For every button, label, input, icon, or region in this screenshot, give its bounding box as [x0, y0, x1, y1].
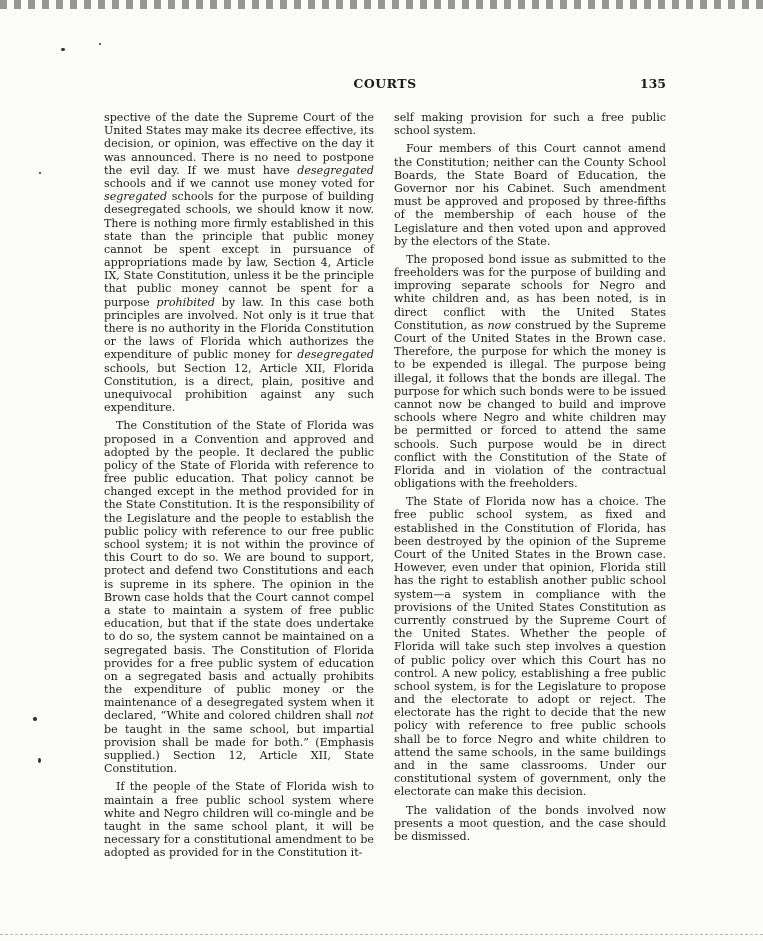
paragraph	[394, 253, 666, 490]
page-number: 135	[639, 76, 666, 91]
paragraph	[104, 419, 374, 775]
emphasized-text: now	[487, 318, 511, 332]
running-head-title: COURTS	[353, 76, 417, 91]
page-bottom-edge	[0, 934, 763, 938]
emphasized-text: segregated	[104, 190, 168, 204]
text-run: The State of Florida now has a choice. The free public school system, as fixed and established in the Constitution of Florida, has been destroyed by the opinion of the Supreme Court of the United States in the Brown case. However, even under that opinion, Florida still has the right to establish another public school system—a system in compliance with the provisions of the United States Constitution as currently construed by the Supreme Court of the United States. Whether the people of Florida will take such step involves a question of public policy over which this Court has no control. A new policy, establishing a free public school system, is for the Legislature to propose and the electorate to adopt or reject. The electorate has the right to decide that the new policy with reference to free public schools shall be to force Negro and white children to attend the same schools, in the same buildings and in the same classrooms. Under our constitutional system of government, only the electorate can make this decision.	[394, 495, 666, 799]
paragraph	[394, 804, 666, 844]
text-run: spective of the date the Supreme Court of the United States may make its decree effective, its decision, or opinion, was effective on the day it was announced. There is no need to postpone the evil day. If we must have	[104, 111, 374, 177]
text-run: by law. In this case both principles are involved. Not only is it true that there is no authority in the Florida Constitution or the laws of Florida which authorizes the expenditure of public money for	[104, 295, 374, 362]
emphasized-text: not	[355, 709, 374, 723]
text-run: The Constitution of the State of Florida was proposed in a Convention and approved and adopted by the people. It declared the public policy of the State of Florida with reference to free public education. That policy cannot be changed except in the method provided for in the State Constitution. It is the responsibility of the Legislature and the people to establish the public policy with reference to our free public school system; it is not within the province of this Court to do so. We are bound to support, protect and defend two Constitutions and each is supreme in its sphere. The opinion in the Brown case holds that the Court cannot compel a state to maintain a system of free public education, but that if the state does undertake to do so, the system cannot be maintained on a segregated basis. The Constitution of Florida provides for a free public system of education on a segregated basis and actually prohibits the expenditure of public money or the maintenance of a desegregated system when it declared, “White and colored children shall	[104, 419, 374, 723]
text-run: schools and if we cannot use money voted for	[104, 176, 374, 190]
text-run: self making provision for such a free public school system.	[394, 111, 666, 138]
emphasized-text: desegregated	[297, 348, 374, 362]
paragraph	[394, 495, 666, 798]
text-run: construed by the Supreme Court of the United States in the Brown case. Therefore, the purpose for which the money is to be expended is illegal. The purpose being illegal, it follows that the bonds are illegal. The purpose for which such bonds were to be issued cannot now be changed to build and improve schools where Negro and white children may be permitted or forced to attend the same schools. Such purpose would be in direct conflict with the Constitution of the State of Florida and in violation of the contractual obligations with the freeholders.	[394, 318, 666, 491]
text-run: schools, but Section 12, Article XII, Florida Constitution, is a direct, plain, positive and unequivocal prohibition against any such expenditure.	[104, 361, 374, 415]
paragraph	[104, 111, 374, 414]
text-run: Four members of this Court cannot amend the Constitution; neither can the County School Boards, the State Board of Education, the Governor nor his Cabinet. Such amendment must be approved and proposed by three-fifths of the membership of each house of the Legislature and then voted upon and approved by the electors of the State.	[394, 142, 666, 248]
text-run: The proposed bond issue as submitted to the freeholders was for the purpose of building and improving separate schools for Negro and white children and, as has been noted, is in direct conflict with the United States Constitution, as	[394, 252, 666, 332]
text-run: If the people of the State of Florida wish to maintain a free public school system where white and Negro children will co-mingle and be taught in the same school plant, it will be necessary for a constitutional amendment to be adopted as provided for in the Constitution it-	[104, 780, 374, 860]
text-run: The validation of the bonds involved now presents a moot question, and the case should be dismissed.	[394, 803, 666, 843]
right-text-column	[394, 111, 666, 848]
text-run: be taught in the same school, but impartial provision shall be made for both.” (Emphasis supplied.) Section 12, Article XII, State Constitution.	[104, 722, 374, 776]
text-run: schools for the purpose of building desegregated schools, we should know it now. There is nothing more firmly established in this state than the principle that public money cannot be spent except in pursuance of appropriations made by law, Section 4, Article IX, State Constitution, unless it be the principle that public money cannot be spent for a purpose	[104, 190, 374, 309]
paragraph	[394, 111, 666, 137]
page-top-edge	[0, 0, 763, 9]
emphasized-text: desegregated	[297, 163, 374, 177]
paragraph	[394, 142, 666, 248]
emphasized-text: prohibited	[156, 295, 215, 309]
paragraph	[104, 780, 374, 859]
left-text-column	[104, 111, 374, 865]
running-head	[104, 76, 666, 96]
